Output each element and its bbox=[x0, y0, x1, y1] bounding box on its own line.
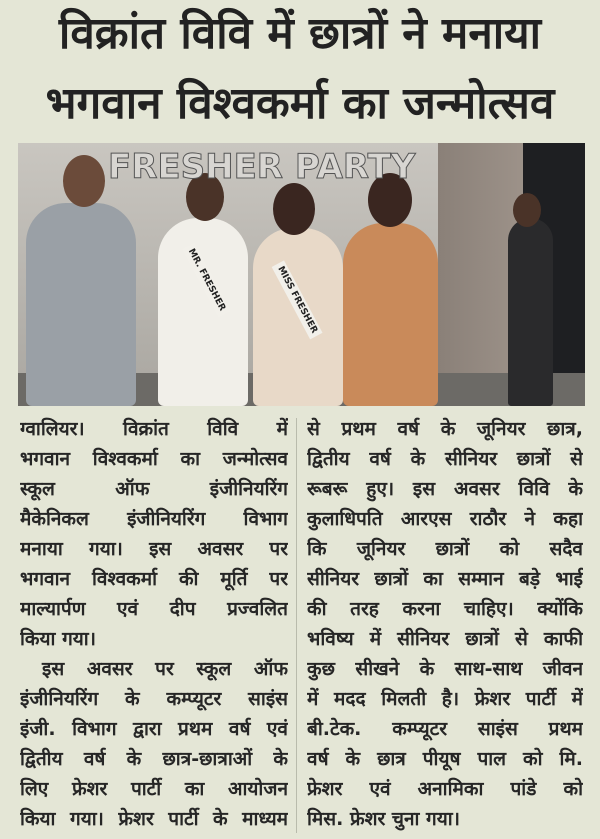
person-man-left bbox=[26, 203, 136, 406]
article-line: माल्यार्पण एवं दीप प्रज्वलित bbox=[20, 598, 288, 620]
article-line: द्वितीय वर्ष के छात्र-छात्राओं के bbox=[20, 748, 288, 770]
article-column-left bbox=[20, 414, 288, 834]
article-line: द्वितीय वर्ष के सीनियर छात्रों से bbox=[307, 448, 583, 470]
article-line: वर्ष के छात्र पीयूष पाल को मि. bbox=[307, 748, 583, 770]
article-line: भगवान विश्वकर्मा की मूर्ति पर bbox=[20, 568, 288, 590]
article-line: की तरह करना चाहिए। क्योंकि bbox=[307, 598, 583, 620]
article-line: बी.टेक. कम्प्यूटर साइंस प्रथम bbox=[307, 718, 583, 740]
article-line: सीनियर छात्रों का सम्मान बड़े भाई bbox=[307, 568, 583, 590]
sash-miss-fresher: MISS FRESHER bbox=[272, 260, 323, 339]
column-divider bbox=[296, 418, 297, 833]
article-line: इस अवसर पर स्कूल ऑफ bbox=[42, 658, 288, 680]
sash-mr-fresher: MR. FRESHER bbox=[182, 243, 230, 318]
article-line: ग्वालियर। विक्रांत विवि में bbox=[20, 418, 288, 440]
article-line: से प्रथम वर्ष के जूनियर छात्र, bbox=[307, 418, 583, 440]
person-head bbox=[513, 193, 541, 227]
headline-line-2: भगवान विश्वकर्मा का जन्मोत्सव bbox=[45, 78, 555, 129]
person-mr-fresher bbox=[158, 218, 248, 406]
article-line: भविष्य में सीनियर छात्रों से काफी bbox=[307, 628, 583, 650]
photo-banner-text: FRESHER PARTY bbox=[108, 147, 416, 187]
article-line: कि जूनियर छात्रों को सदैव bbox=[307, 538, 583, 560]
article-line: में मदद मिलती है। फ्रेशर पार्टी में bbox=[307, 688, 583, 710]
article-line: मिस. फ्रेशर चुना गया। bbox=[307, 808, 460, 830]
article-line: भगवान विश्वकर्मा का जन्मोत्सव bbox=[20, 448, 288, 470]
news-photo bbox=[18, 143, 585, 406]
article-line: इंजीनियरिंग के कम्प्यूटर साइंस bbox=[20, 688, 288, 710]
person-head bbox=[63, 155, 105, 207]
person-head bbox=[273, 183, 315, 235]
headline-line-1: विक्रांत विवि में छात्रों ने मनाया bbox=[58, 8, 542, 59]
article-line: कुलाधिपति आरएस राठौर ने कहा bbox=[307, 508, 583, 530]
article-line: रूबरू हुए। इस अवसर विवि के bbox=[307, 478, 583, 500]
article-line: किया गया। फ्रेशर पार्टी के माध्यम bbox=[20, 808, 288, 830]
person-woman-right bbox=[508, 218, 553, 406]
article-line: मैकेनिकल इंजीनियरिंग विभाग bbox=[20, 508, 288, 530]
article-line: मनाया गया। इस अवसर पर bbox=[20, 538, 288, 560]
article-line: इंजी. विभाग द्वारा प्रथम वर्ष एवं bbox=[20, 718, 288, 740]
article-line: किया गया। bbox=[20, 628, 96, 650]
article-column-right bbox=[307, 414, 583, 834]
article-line: फ्रेशर एवं अनामिका पांडे को bbox=[307, 778, 583, 800]
article-line: कुछ सीखने के साथ-साथ जीवन bbox=[307, 658, 583, 680]
person-woman-saree bbox=[343, 223, 438, 406]
article-line: लिए फ्रेशर पार्टी का आयोजन bbox=[20, 778, 288, 800]
article-line: स्कूल ऑफ इंजीनियरिंग bbox=[20, 478, 288, 500]
